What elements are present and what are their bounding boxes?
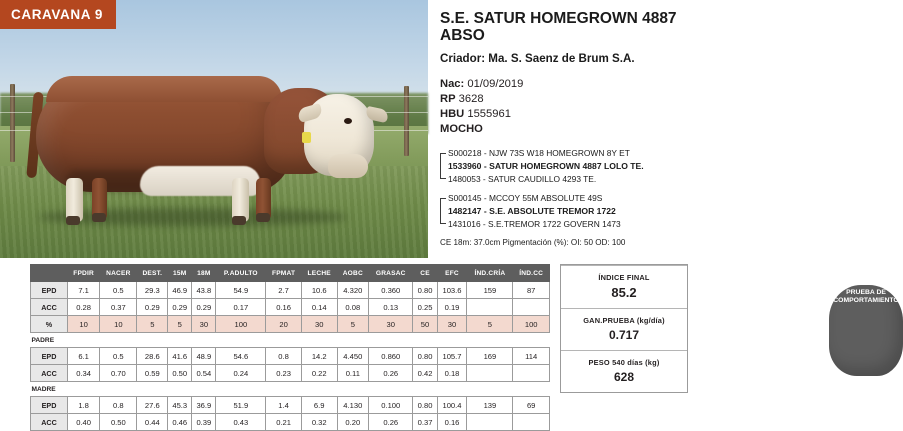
cell: 0.11 bbox=[337, 365, 368, 382]
cell: 4.450 bbox=[337, 348, 368, 365]
cell: 0.32 bbox=[301, 414, 337, 431]
epd-col-header: EFC bbox=[437, 265, 467, 282]
epd-col-header: NACER bbox=[100, 265, 137, 282]
cell: 46.9 bbox=[168, 282, 192, 299]
cell bbox=[467, 414, 513, 431]
cell: 69 bbox=[513, 397, 550, 414]
pedigree-bottom-line: 1431016 - S.E.TREMOR 1722 GOVERN 1473 bbox=[448, 218, 621, 229]
cell: 103.6 bbox=[437, 282, 467, 299]
cell: 0.18 bbox=[437, 365, 467, 382]
pedigree-group-sire bbox=[440, 147, 688, 185]
cell: 0.42 bbox=[413, 365, 437, 382]
cell: 169 bbox=[467, 348, 513, 365]
prueba-header: PRUEBA DE COMPORTAMIENTO bbox=[829, 285, 903, 376]
table-row bbox=[31, 365, 550, 382]
cell: 100 bbox=[513, 316, 550, 333]
cell: 0.37 bbox=[100, 299, 137, 316]
cell: 30 bbox=[192, 316, 216, 333]
pedigree-bottom-line: 1480053 - SATUR CAUDILLO 4293 TE. bbox=[448, 173, 597, 184]
prueba-label: GAN.PRUEBA (kg/día) bbox=[583, 316, 665, 325]
epd-table bbox=[30, 264, 550, 431]
cell: 0.5 bbox=[100, 282, 137, 299]
animal-identifiers bbox=[440, 77, 688, 137]
prueba-value: 0.717 bbox=[608, 328, 640, 342]
cell: 2.7 bbox=[266, 282, 302, 299]
row-label: ACC bbox=[31, 414, 68, 431]
pedigree-middle-line: 1533960 - SATUR HOMEGROWN 4887 LOLO TE. bbox=[448, 160, 644, 171]
section-label-row bbox=[31, 333, 550, 348]
cell: 0.40 bbox=[68, 414, 100, 431]
cell: 0.8 bbox=[266, 348, 302, 365]
row-label: % bbox=[31, 316, 68, 333]
epd-col-header: FPMAT bbox=[266, 265, 302, 282]
cell: 50 bbox=[413, 316, 437, 333]
cell: 0.8 bbox=[100, 397, 137, 414]
epd-col-header: GRASAC bbox=[369, 265, 413, 282]
birth-date-row bbox=[440, 77, 688, 92]
animal-info bbox=[440, 10, 688, 250]
prueba-cell-peso540 bbox=[561, 350, 687, 392]
blank-cell bbox=[68, 382, 550, 397]
cell: 0.360 bbox=[369, 282, 413, 299]
cell: 0.08 bbox=[337, 299, 368, 316]
cell: 0.80 bbox=[413, 348, 437, 365]
table-row bbox=[31, 397, 550, 414]
cell: 48.9 bbox=[192, 348, 216, 365]
epd-header-row bbox=[31, 265, 550, 282]
bull-eye bbox=[344, 118, 352, 124]
cell: 0.80 bbox=[413, 282, 437, 299]
cell: 0.22 bbox=[301, 365, 337, 382]
cell: 30 bbox=[301, 316, 337, 333]
cell: 100 bbox=[216, 316, 266, 333]
cell: 0.21 bbox=[266, 414, 302, 431]
rp-label: RP bbox=[440, 92, 456, 105]
cell: 5 bbox=[168, 316, 192, 333]
epd-col-header: DEST. bbox=[137, 265, 168, 282]
cell: 0.59 bbox=[137, 365, 168, 382]
bull-hoof bbox=[232, 216, 246, 225]
cell: 159 bbox=[467, 282, 513, 299]
rp-row bbox=[440, 92, 688, 107]
cell: 0.80 bbox=[413, 397, 437, 414]
ce-pigmentation-line: CE 18m: 37.0cm Pigmentación (%): OI: 50 OD: 100 bbox=[440, 238, 626, 248]
animal-title: S.E. SATUR HOMEGROWN 4887 ABSO bbox=[440, 10, 677, 45]
cell: 30 bbox=[437, 316, 467, 333]
epd-col-header: P.ADULTO bbox=[216, 265, 266, 282]
cell: 28.6 bbox=[137, 348, 168, 365]
prueba-cell-ganancia bbox=[561, 308, 687, 350]
pedigree-brace bbox=[440, 198, 446, 224]
cell: 54.9 bbox=[216, 282, 266, 299]
cell: 0.50 bbox=[168, 365, 192, 382]
table-row bbox=[31, 414, 550, 431]
cell: 100.4 bbox=[437, 397, 467, 414]
cell: 54.6 bbox=[216, 348, 266, 365]
pedigree-group-dam bbox=[440, 192, 688, 230]
cell: 87 bbox=[513, 282, 550, 299]
cell: 43.8 bbox=[192, 282, 216, 299]
cell bbox=[467, 299, 513, 316]
cell: 0.860 bbox=[369, 348, 413, 365]
prueba-cell-indice-final bbox=[561, 265, 687, 308]
cell: 5 bbox=[467, 316, 513, 333]
pedigree-middle-line: 1482147 - S.E. ABSOLUTE TREMOR 1722 bbox=[448, 205, 616, 216]
hbu-label: HBU bbox=[440, 107, 465, 120]
epd-col-header: CE bbox=[413, 265, 437, 282]
cell: 1.4 bbox=[266, 397, 302, 414]
table-row bbox=[31, 282, 550, 299]
bull-topline bbox=[46, 76, 282, 102]
row-label: ACC bbox=[31, 365, 68, 382]
cell: 0.44 bbox=[137, 414, 168, 431]
cell: 6.1 bbox=[68, 348, 100, 365]
row-label: ACC bbox=[31, 299, 68, 316]
caravana-badge: CARAVANA 9 bbox=[0, 0, 116, 29]
cell: 0.29 bbox=[192, 299, 216, 316]
cell: 105.7 bbox=[437, 348, 467, 365]
epd-table-body bbox=[31, 282, 550, 431]
cell: 45.3 bbox=[168, 397, 192, 414]
epd-col-header: AOBC bbox=[337, 265, 368, 282]
breeder-label: Criador: Ma. S. Saenz de Brum S.A. bbox=[440, 51, 635, 65]
epd-col-header: 18M bbox=[192, 265, 216, 282]
blank-cell bbox=[68, 333, 550, 348]
cell: 5 bbox=[337, 316, 368, 333]
animal-photo bbox=[0, 0, 428, 258]
cell: 0.26 bbox=[369, 365, 413, 382]
table-row bbox=[31, 348, 550, 365]
cell: 0.39 bbox=[192, 414, 216, 431]
cell: 0.17 bbox=[216, 299, 266, 316]
cell: 0.19 bbox=[437, 299, 467, 316]
cell: 0.16 bbox=[437, 414, 467, 431]
hbu-row bbox=[440, 107, 688, 122]
section-label: MADRE bbox=[31, 382, 68, 397]
rp-value: 3628 bbox=[458, 92, 484, 105]
cell: 5 bbox=[137, 316, 168, 333]
prueba-label: ÍNDICE FINAL bbox=[598, 273, 650, 282]
section-label-row bbox=[31, 382, 550, 397]
cell: 0.43 bbox=[216, 414, 266, 431]
epd-col-header: FPDIR bbox=[68, 265, 100, 282]
bull-muzzle bbox=[328, 154, 368, 178]
birth-date-label: Nac: bbox=[440, 77, 465, 90]
pedigree-top-line: S000218 - NJW 73S W18 HOMEGROWN 8Y ET bbox=[448, 148, 630, 159]
table-row bbox=[31, 299, 550, 316]
cell: 51.9 bbox=[216, 397, 266, 414]
bull-hoof bbox=[256, 213, 270, 222]
bull-illustration bbox=[36, 74, 376, 224]
cell: 114 bbox=[513, 348, 550, 365]
cell: 4.130 bbox=[337, 397, 368, 414]
cell: 14.2 bbox=[301, 348, 337, 365]
bull-hoof bbox=[92, 213, 106, 222]
bull-hoof bbox=[66, 216, 80, 225]
epd-col-header: LECHE bbox=[301, 265, 337, 282]
cell: 0.13 bbox=[369, 299, 413, 316]
pedigree-block bbox=[440, 147, 688, 249]
epd-col-header: ÍND.CRÍA bbox=[467, 265, 513, 282]
cell: 0.70 bbox=[100, 365, 137, 382]
cell: 6.9 bbox=[301, 397, 337, 414]
cell: 0.28 bbox=[68, 299, 100, 316]
section-label: PADRE bbox=[31, 333, 68, 348]
cell: 10 bbox=[68, 316, 100, 333]
cell bbox=[513, 365, 550, 382]
cell: 10 bbox=[100, 316, 137, 333]
birth-date-value: 01/09/2019 bbox=[467, 77, 524, 90]
cell: 1.8 bbox=[68, 397, 100, 414]
row-label: EPD bbox=[31, 282, 68, 299]
cell: 0.54 bbox=[192, 365, 216, 382]
epd-col-header: 15M bbox=[168, 265, 192, 282]
prueba-panel bbox=[560, 264, 899, 393]
cell: 0.46 bbox=[168, 414, 192, 431]
prueba-value: 85.2 bbox=[611, 285, 637, 300]
pedigree-brace bbox=[440, 153, 446, 179]
cell bbox=[513, 414, 550, 431]
cell: 0.25 bbox=[413, 299, 437, 316]
cell: 0.14 bbox=[301, 299, 337, 316]
horn-status: MOCHO bbox=[440, 123, 483, 136]
cell: 20 bbox=[266, 316, 302, 333]
cell: 0.34 bbox=[68, 365, 100, 382]
epd-table-head bbox=[31, 265, 550, 282]
pedigree-top-line: S000145 - MCCOY 55M ABSOLUTE 49S bbox=[448, 193, 603, 204]
epd-corner-cell bbox=[31, 265, 68, 282]
prueba-value: 628 bbox=[613, 370, 635, 384]
epd-col-header: ÍND.CC bbox=[513, 265, 550, 282]
cell: 0.5 bbox=[100, 348, 137, 365]
cell: 7.1 bbox=[68, 282, 100, 299]
cell: 36.9 bbox=[192, 397, 216, 414]
cell: 0.23 bbox=[266, 365, 302, 382]
table-row bbox=[31, 316, 550, 333]
cell: 0.29 bbox=[137, 299, 168, 316]
row-label: EPD bbox=[31, 348, 68, 365]
cell: 0.24 bbox=[216, 365, 266, 382]
cell: 0.37 bbox=[413, 414, 437, 431]
cell: 0.100 bbox=[369, 397, 413, 414]
cell: 0.16 bbox=[266, 299, 302, 316]
cell: 0.50 bbox=[100, 414, 137, 431]
cell: 41.6 bbox=[168, 348, 192, 365]
cell bbox=[513, 299, 550, 316]
cell: 29.3 bbox=[137, 282, 168, 299]
prueba-label: PESO 540 días (kg) bbox=[588, 358, 660, 367]
cell: 0.20 bbox=[337, 414, 368, 431]
cell: 0.29 bbox=[168, 299, 192, 316]
ear-tag-icon bbox=[302, 132, 311, 143]
hbu-value: 1555961 bbox=[467, 107, 511, 120]
cell: 30 bbox=[369, 316, 413, 333]
cell: 10.6 bbox=[301, 282, 337, 299]
cell: 139 bbox=[467, 397, 513, 414]
row-label: EPD bbox=[31, 397, 68, 414]
cell bbox=[467, 365, 513, 382]
cell: 4.320 bbox=[337, 282, 368, 299]
cell: 27.6 bbox=[137, 397, 168, 414]
cell: 0.26 bbox=[369, 414, 413, 431]
